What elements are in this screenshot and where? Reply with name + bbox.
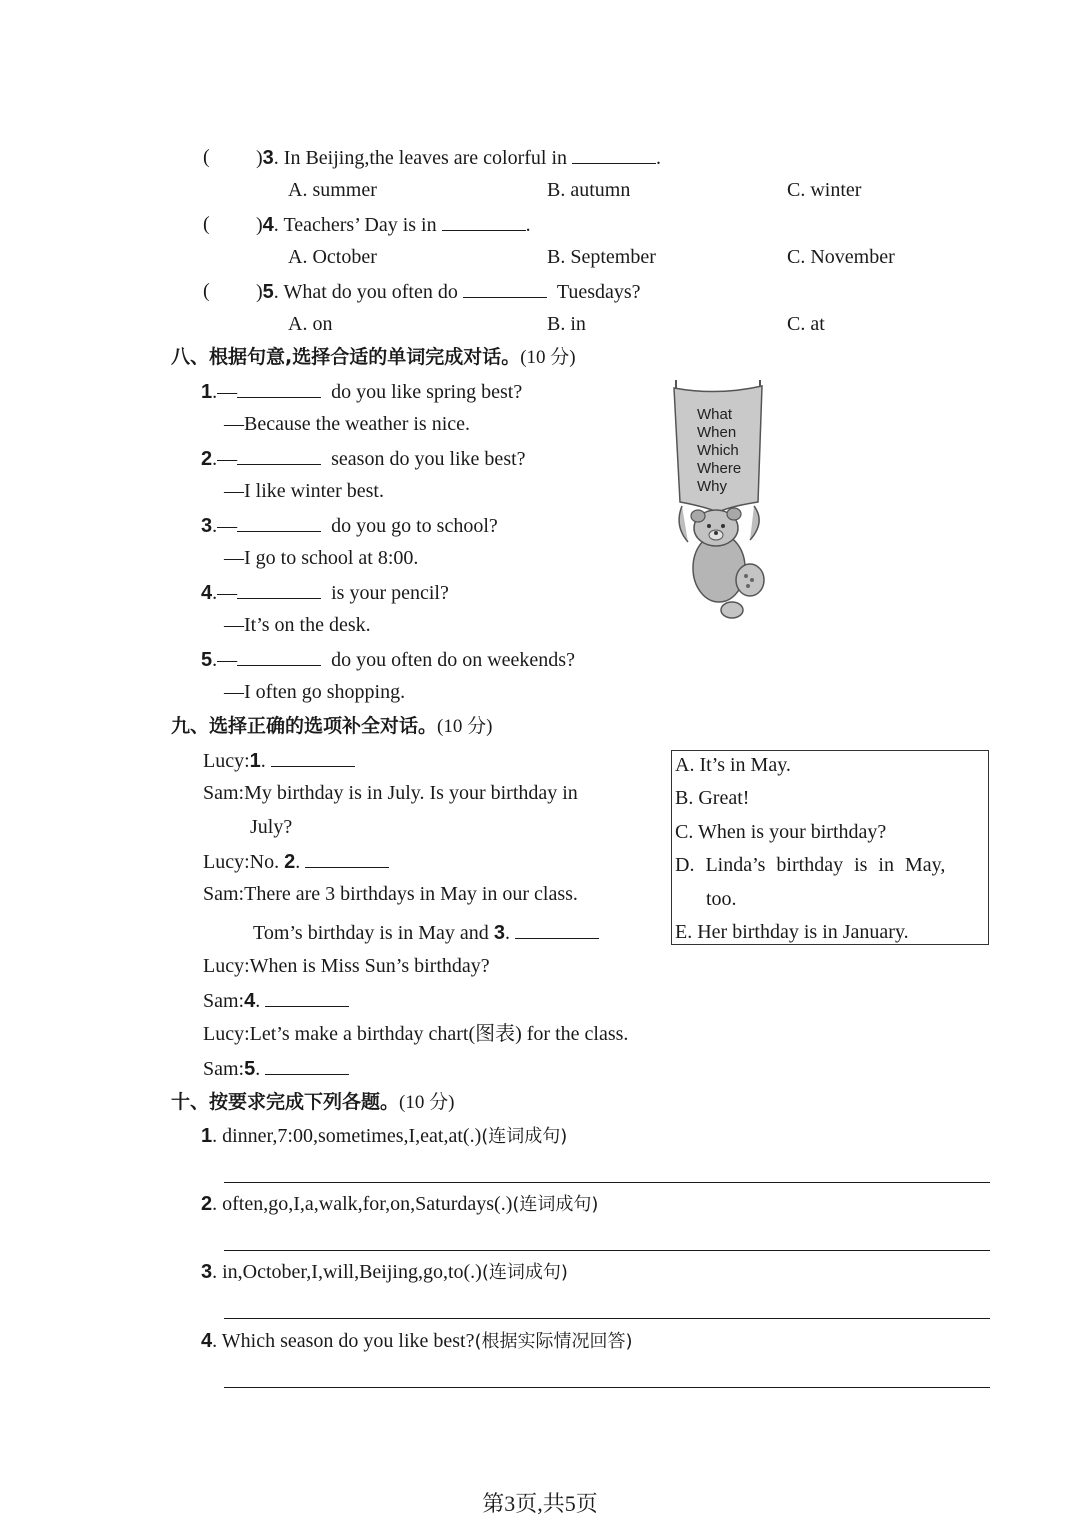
dialogue-line: Sam:5. — [203, 1056, 349, 1081]
question-number: 4 — [262, 214, 274, 236]
option-c: C. at — [787, 313, 825, 335]
answer-blank[interactable] — [515, 920, 599, 939]
dialogue-answer: —It’s on the desk. — [224, 614, 371, 636]
answer-paren[interactable]: ( — [203, 146, 210, 168]
section8-heading: 八、根据句意,选择合适的单词完成对话。(10 分) — [171, 346, 576, 368]
question-text: What do you often do — [283, 281, 458, 303]
answer-blank[interactable] — [271, 748, 355, 767]
question-number: 5 — [262, 281, 274, 303]
answer-blank[interactable] — [237, 446, 321, 465]
dialogue-answer: —I often go shopping. — [224, 681, 406, 703]
option-c: C. When is your birthday? — [675, 821, 887, 843]
option-a: A. It’s in May. — [675, 754, 791, 776]
answer-blank[interactable] — [442, 212, 526, 231]
option-c: C. November — [787, 246, 895, 268]
dialogue-line: Sam:There are 3 birthdays in May in our class. — [203, 883, 578, 905]
dialogue-line: Sam:4. — [203, 988, 349, 1013]
banner-word: Why — [697, 478, 727, 495]
answer-line[interactable] — [224, 1250, 990, 1251]
question-text: Teachers’ Day is in — [283, 214, 437, 236]
question-number: 3 — [262, 147, 274, 169]
bear-banner-illustration — [662, 376, 774, 621]
dialogue-line: Lucy:Let’s make a birthday chart(图表) for the class. — [203, 1023, 629, 1045]
answer-blank[interactable] — [237, 379, 321, 398]
answer-blank[interactable] — [463, 279, 547, 298]
option-d: D. Linda’s birthday is in May, — [675, 854, 946, 876]
option-c: C. winter — [787, 179, 862, 201]
answer-blank[interactable] — [237, 580, 321, 599]
question-text: In Beijing,the leaves are colorful in — [283, 147, 568, 169]
banner-word-list — [697, 406, 741, 496]
option-b: B. September — [547, 246, 656, 268]
dialogue-line: Sam:My birthday is in July. Is your birthday in — [203, 782, 578, 804]
answer-blank[interactable] — [237, 513, 321, 532]
dialogue-line: Lucy:1. — [203, 748, 355, 773]
section9-heading: 九、选择正确的选项补全对话。(10 分) — [171, 715, 493, 737]
option-b: B. autumn — [547, 179, 631, 201]
option-a: A. on — [288, 313, 333, 335]
option-a: A. October — [288, 246, 377, 268]
dialogue-answer: —I go to school at 8:00. — [224, 547, 419, 569]
dialogue-line: Tom’s birthday is in May and 3. — [253, 920, 599, 945]
answer-line[interactable] — [224, 1182, 990, 1183]
dialogue-answer: —I like winter best. — [224, 480, 384, 502]
answer-paren[interactable]: ( — [203, 213, 210, 235]
answer-line[interactable] — [224, 1387, 990, 1388]
dialogue-line: Lucy:When is Miss Sun’s birthday? — [203, 955, 490, 977]
banner-word: Which — [697, 442, 739, 459]
banner-word: What — [697, 406, 733, 423]
answer-blank[interactable] — [265, 1056, 349, 1075]
option-b: B. in — [547, 313, 586, 335]
answer-line[interactable] — [224, 1318, 990, 1319]
option-d-continued: too. — [706, 888, 737, 910]
banner-word: Where — [697, 460, 742, 477]
page-footer: 第3页,共5页 — [482, 1491, 598, 1516]
option-e: E. Her birthday is in January. — [675, 921, 909, 943]
options-box — [671, 750, 989, 945]
answer-blank[interactable] — [237, 647, 321, 666]
answer-blank[interactable] — [305, 849, 389, 868]
dialogue-line: Lucy:No. 2. — [203, 849, 389, 874]
dialogue-line: July? — [250, 816, 293, 838]
dialogue-answer: —Because the weather is nice. — [224, 413, 471, 435]
option-a: A. summer — [288, 179, 377, 201]
banner-word: When — [697, 424, 737, 441]
section10-heading: 十、按要求完成下列各题。(10 分) — [171, 1091, 455, 1113]
answer-blank[interactable] — [265, 988, 349, 1007]
answer-paren[interactable]: ( — [203, 280, 210, 302]
answer-blank[interactable] — [572, 145, 656, 164]
option-b: B. Great! — [675, 787, 750, 809]
